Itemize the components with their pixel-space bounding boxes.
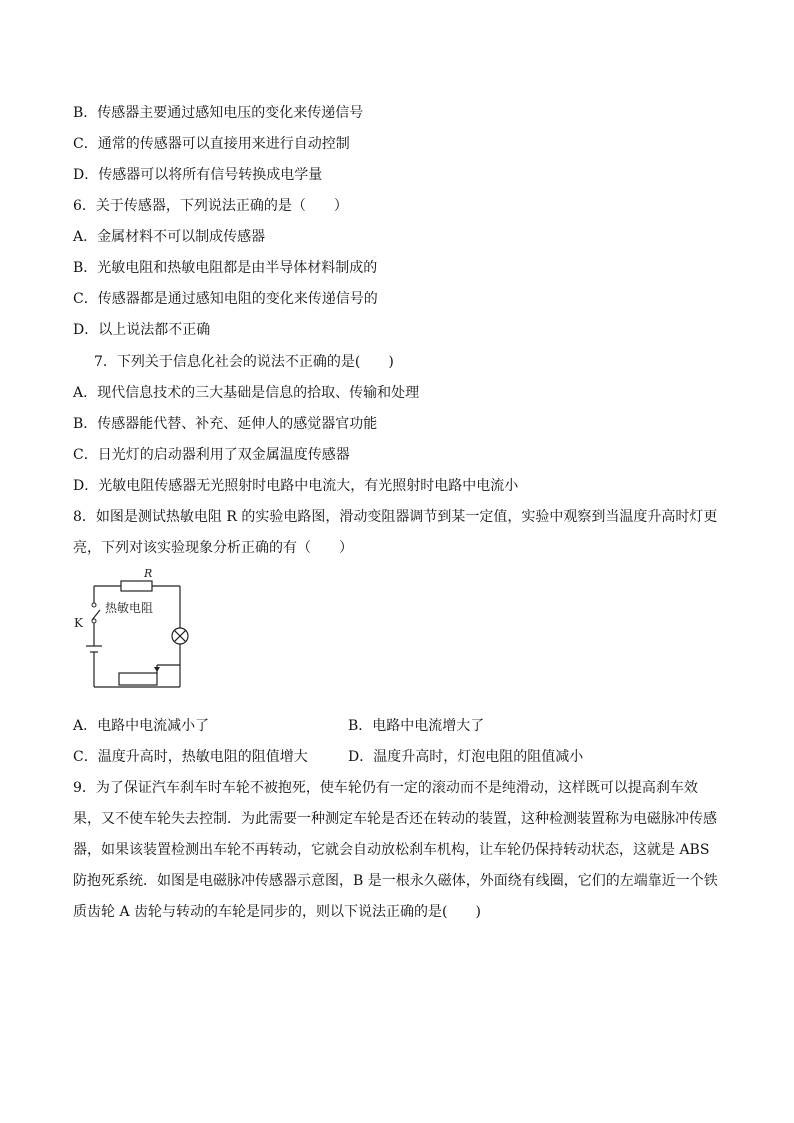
q5-option-b: B．传感器主要通过感知电压的变化来传递信号 (73, 105, 364, 121)
q6-stem: 6．关于传感器，下列说法正确的是（ ） (73, 198, 348, 214)
q7-option-b: B．传感器能代替、补充、延伸人的感觉器官功能 (73, 416, 378, 432)
q9-line-5: 质齿轮 A 齿轮与转动的车轮是同步的，则以下说法正确的是( ) (73, 904, 481, 920)
q8-stem-line-2: 亮，下列对该实验现象分析正确的有（ ） (73, 540, 353, 556)
q5-option-c: C．通常的传感器可以直接用来进行自动控制 (73, 136, 350, 152)
q7-option-a: A．现代信息技术的三大基础是信息的拾取、传输和处理 (73, 385, 420, 401)
q7-stem: 7．下列关于信息化社会的说法不正确的是( ) (94, 354, 394, 370)
rheostat-slider-arrow (154, 667, 160, 672)
q9-line-3: 器，如果该装置检测出车轮不再转动，它就会自动放松刹车机构，让车轮仍保持转动状态，这就是 ABS (73, 842, 710, 858)
q9-line-1: 9．为了保证汽车刹车时车轮不被抱死，使车轮仍有一定的滚动而不是纯滑动，这样既可以提高刹车效 (73, 780, 698, 796)
q8-option-d: D．温度升高时，灯泡电阻的阻值减小 (348, 749, 584, 765)
q8-option-b: B．电路中电流增大了 (348, 718, 485, 734)
q6-option-b: B．光敏电阻和热敏电阻都是由半导体材料制成的 (73, 260, 378, 276)
q7-option-c: C．日光灯的启动器利用了双金属温度传感器 (73, 447, 350, 463)
q6-option-c: C．传感器都是通过感知电阻的变化来传递信号的 (73, 291, 378, 307)
q8-stem-line-1: 8．如图是测试热敏电阻 R 的实验电路图，滑动变阻器调节到某一定值，实验中观察到当温度升高时灯更 (73, 509, 718, 525)
thermistor-circuit-diagram (72, 566, 204, 694)
q7-option-d: D．光敏电阻传感器无光照射时电路中电流大，有光照射时电路中电流小 (73, 478, 519, 494)
q6-option-d: D．以上说法都不正确 (73, 322, 211, 338)
label-r: R (144, 567, 153, 580)
q6-option-a: A．金属材料不可以制成传感器 (73, 229, 266, 245)
q8-option-c: C．温度升高时，热敏电阻的阻值增大 (73, 749, 308, 765)
rheostat-symbol (119, 673, 157, 685)
switch-blade (92, 610, 100, 620)
q9-line-2: 果，又不使车轮失去控制．为此需要一种测定车轮是否还在转动的装置，这种检测装置称为电磁脉冲传感 (73, 811, 717, 827)
q8-option-a: A．电路中电流减小了 (73, 718, 210, 734)
q5-option-d: D．传感器可以将所有信号转换成电学量 (73, 167, 323, 183)
label-thermistor: 热敏电阻 (105, 601, 154, 615)
q9-line-4: 防抱死系统．如图是电磁脉冲传感器示意图，B 是一根永久磁体，外面绕有线圈，它们的左端靠近一个铁 (73, 873, 718, 889)
label-switch-k: K (74, 616, 83, 630)
resistor-symbol (121, 581, 152, 591)
